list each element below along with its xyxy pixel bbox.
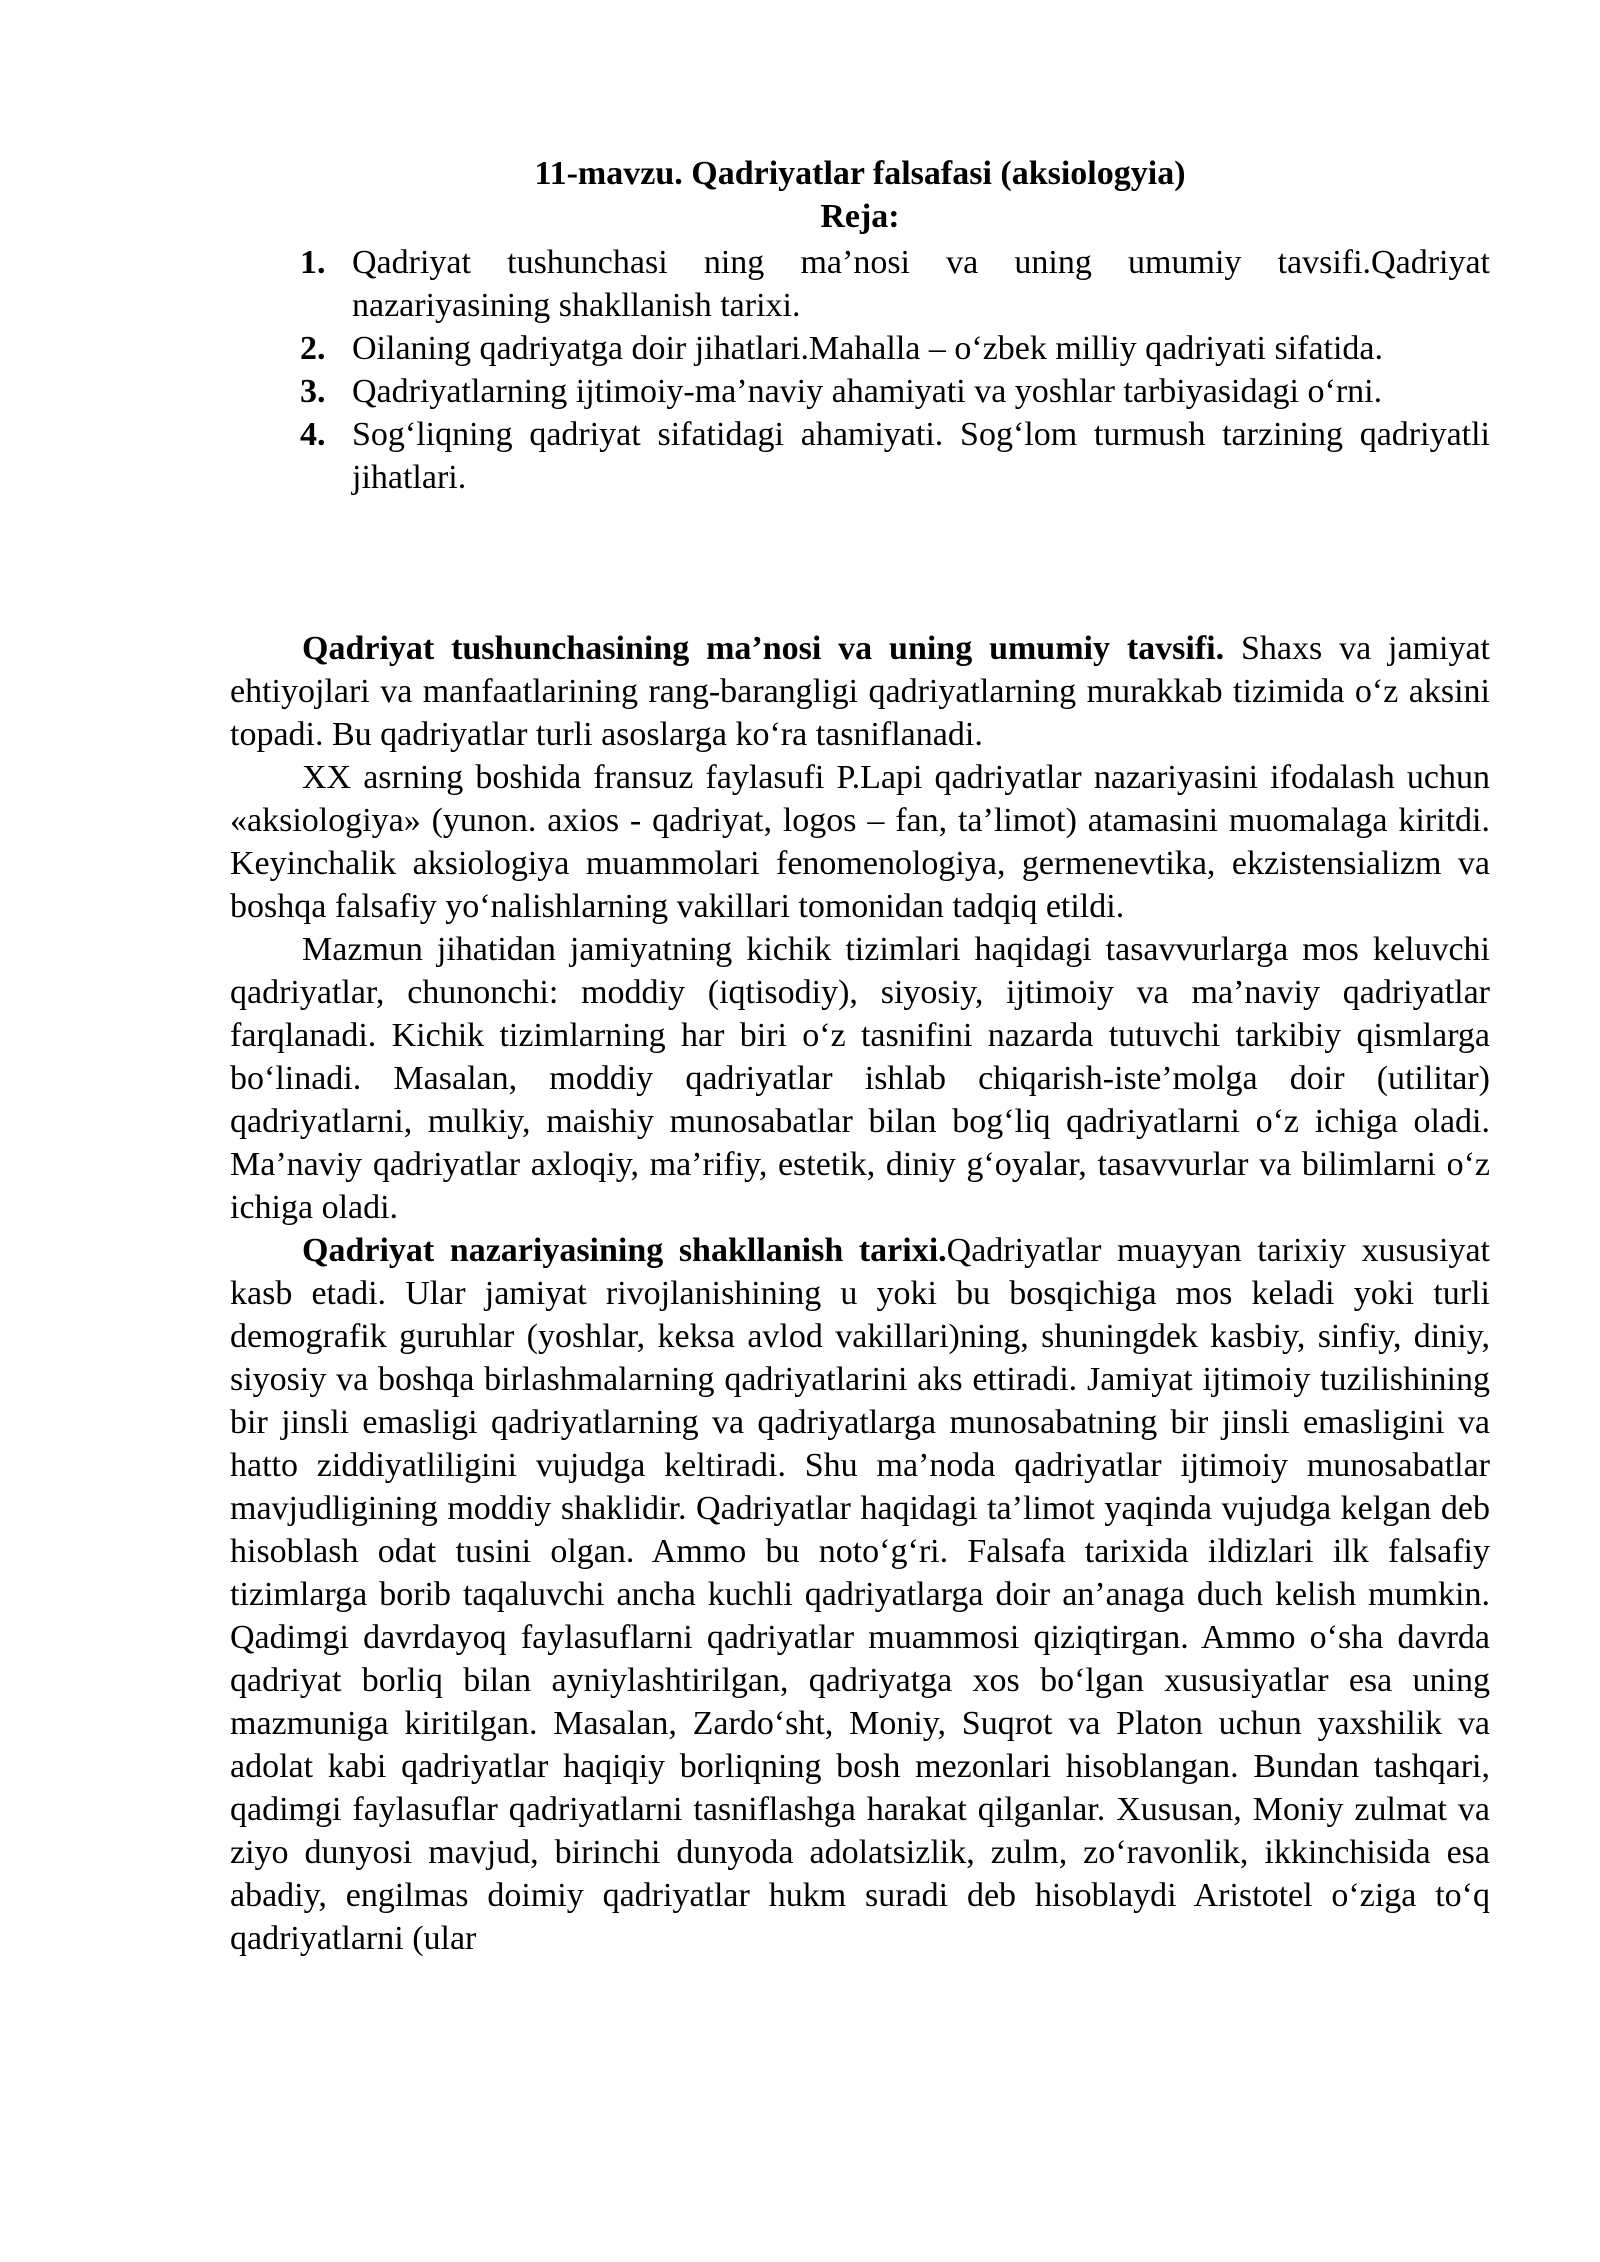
paragraph [230, 756, 1490, 928]
paragraph-heading: Qadriyat nazariyasining shakllanish tarixi. [302, 1232, 947, 1269]
plan-item-text: Sog‘liqning qadriyat sifatidagi ahamiyati. Sog‘lom turmush tarzining qadriyatli jihatlari. [352, 416, 1490, 496]
plan-item [300, 370, 1490, 413]
paragraph [230, 928, 1490, 1229]
plan-label: Reja: [820, 198, 900, 235]
document-body [230, 627, 1490, 1960]
plan-item [300, 413, 1490, 499]
document-header [230, 152, 1490, 238]
paragraph [230, 627, 1490, 756]
plan-item-number: 3. [300, 373, 326, 410]
plan-item-number: 4. [300, 416, 326, 453]
paragraph-text: Qadriyatlar muayyan tarixiy xususiyat kasb etadi. Ular jamiyat rivojlanishining u yoki bu bosqichiga mos keladi yoki turli demografik guruhlar (yoshlar, keksa avlod vakillari)ning, shuningdek kasbiy, sinfiy, diniy, siyosiy va boshqa birlashmalarning qadriyatlarini aks ettiradi. Jamiyat ijtimoiy tuzilishining bir jinsli emasligi qadriyatlarning va qadriyatlarga munosabatning bir jinsli emasligini va hatto ziddiyatliligini vujudga keltiradi. Shu ma’noda qadriyatlar ijtimoiy munosabatlar mavjudligining moddiy shaklidir. Qadriyatlar haqidagi ta’limot yaqinda vujudga kelgan deb hisoblash odat tusini olgan. Ammo bu noto‘g‘ri. Falsafa tarixida ildizlari ilk falsafiy tizimlarga borib taqaluvchi ancha kuchli qadriyatlarga doir an’anaga duch kelish mumkin. Qadimgi davrdayoq faylasuflarni qadriyatlar muammosi qiziqtirgan. Ammo o‘sha davrda qadriyat borliq bilan ayniylashtirilgan, qadriyatga xos bo‘lgan xususiyatlar esa uning mazmuniga kiritilgan. Masalan, Zardo‘sht, Moniy, Suqrot va Platon uchun yaxshilik va adolat kabi qadriyatlar haqiqiy borliqning bosh mezonlari hisoblangan. Bundan tashqari, qadimgi faylasuflar qadriyatlarni tasniflashga harakat qilganlar. Xususan, Moniy zulmat va ziyo dunyosi mavjud, birinchi dunyoda adolatsizlik, zulm, zo‘ravonlik, ikkinchisida esa abadiy, engilmas doimiy qadriyatlar hukm suradi deb hisoblaydi Aristotel o‘ziga to‘q qadriyatlarni (ular [230, 1232, 1490, 1957]
plan-item-text: Qadriyatlarning ijtimoiy-ma’naviy ahamiyati va yoshlar tarbiyasidagi o‘rni. [352, 373, 1383, 410]
topic-title: 11-mavzu. Qadriyatlar falsafasi (aksiologyia) [534, 155, 1186, 192]
plan-item-text: Oilaning qadriyatga doir jihatlari.Mahalla – o‘zbek milliy qadriyati sifatida. [352, 330, 1384, 367]
plan-item-text: Qadriyat tushunchasi ning ma’nosi va uning umumiy tavsifi.Qadriyat nazariyasining shakllanish tarixi. [352, 244, 1490, 324]
plan-item [300, 327, 1490, 370]
plan-item [300, 241, 1490, 327]
paragraph-heading: Qadriyat tushunchasining ma’nosi va uning umumiy tavsifi. [302, 630, 1225, 667]
paragraph-text: Mazmun jihatidan jamiyatning kichik tizimlari haqidagi tasavvurlarga mos keluvchi qadriyatlar, chunonchi: moddiy (iqtisodiy), siyosiy, ijtimoiy va ma’naviy qadriyatlar farqlanadi. Kichik tizimlarning har biri o‘z tasnifini nazarda tutuvchi tarkibiy qismlarga bo‘linadi. Masalan, moddiy qadriyatlar ishlab chiqarish-iste’molga doir (utilitar) qadriyatlarni, mulkiy, maishiy munosabatlar bilan bog‘liq qadriyatlarni o‘z ichiga oladi. Ma’naviy qadriyatlar axloqiy, ma’rifiy, estetik, diniy g‘oyalar, tasavvurlar va bilimlarni o‘z ichiga oladi. [230, 931, 1490, 1226]
plan-item-number: 2. [300, 330, 326, 367]
plan-item-number: 1. [300, 244, 326, 281]
paragraph-text: XX asrning boshida fransuz faylasufi P.Lapi qadriyatlar nazariyasini ifodalash uchun «aksiologiya» (yunon. axios - qadriyat, logos – fan, ta’limot) atamasini muomalaga kiritdi. Keyinchalik aksiologiya muammolari fenomenologiya, germenevtika, ekzistensializm va boshqa falsafiy yo‘nalishlarning vakillari tomonidan tadqiq etildi. [230, 759, 1490, 925]
plan-list [300, 241, 1490, 499]
paragraph-text: Shaxs va jamiyat ehtiyojlari va manfaatlarining rang-barangligi qadriyatlarning murakkab tizimida o‘z aksini topadi. Bu qadriyatlar turli asoslarga ko‘ra tasniflanadi. [230, 630, 1490, 753]
paragraph [230, 1229, 1490, 1960]
